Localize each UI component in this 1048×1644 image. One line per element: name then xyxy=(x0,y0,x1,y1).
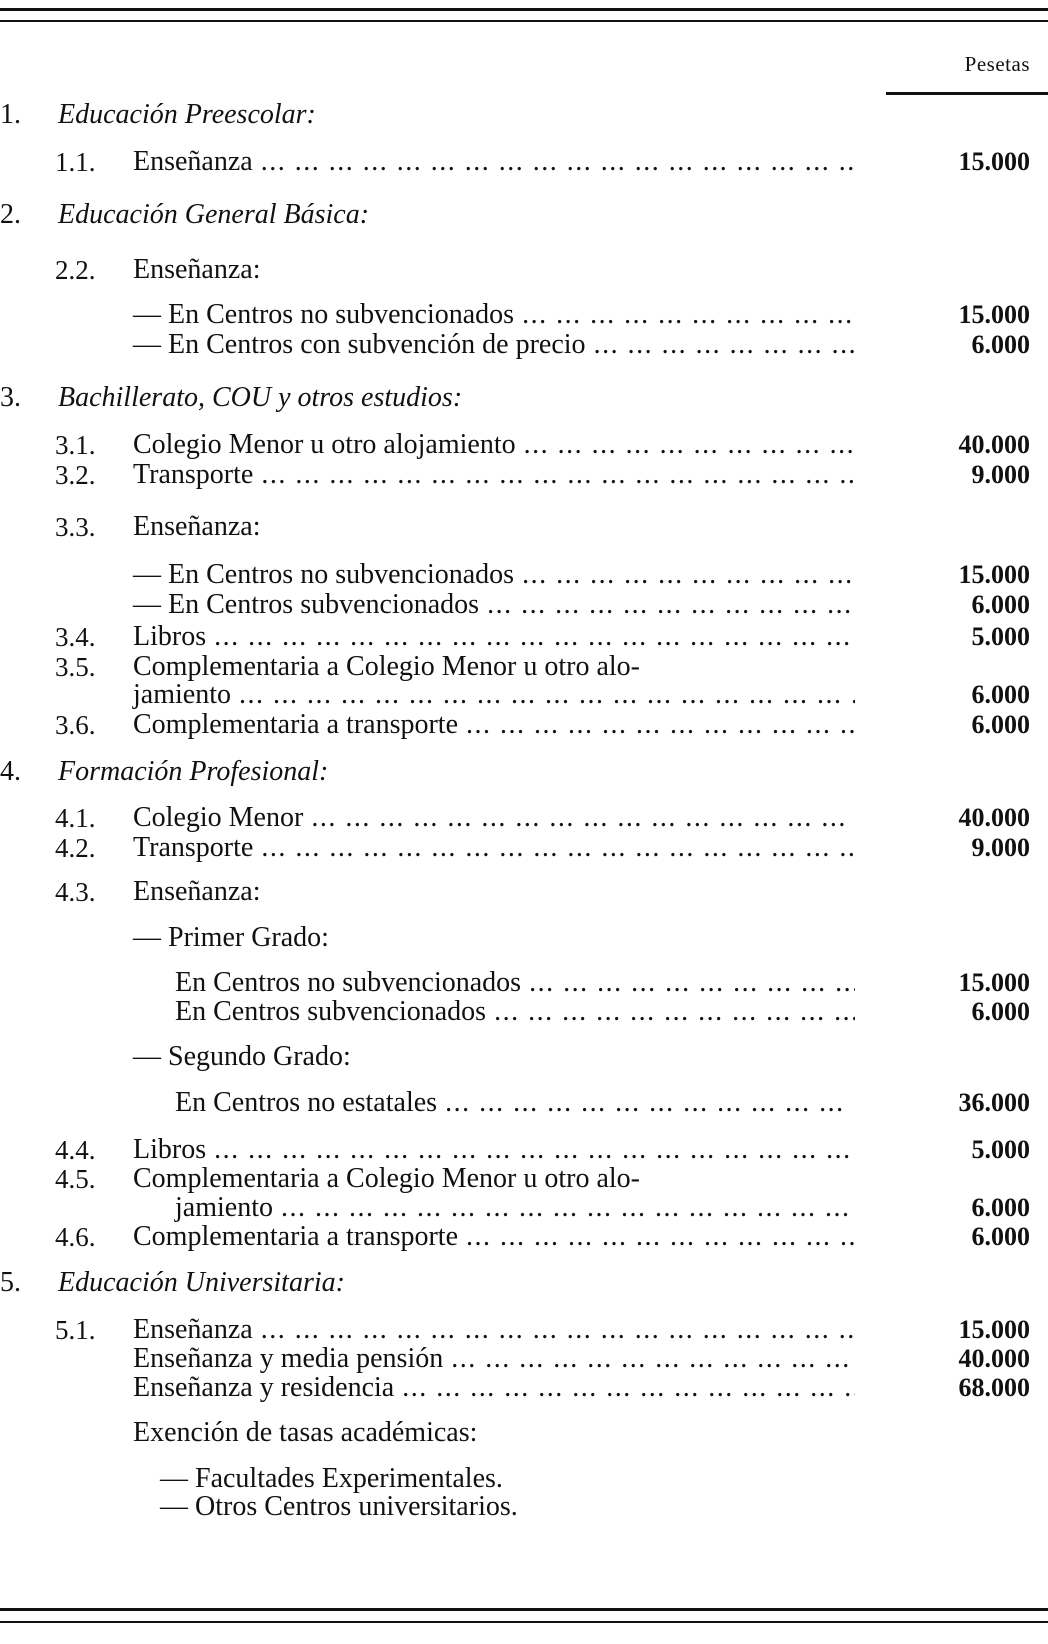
row-number: 4.2. xyxy=(55,833,96,863)
row-amount: 6.000 xyxy=(971,997,1030,1026)
section-title: Educación General Básica: xyxy=(58,199,370,230)
row-number: 1.1. xyxy=(55,147,96,177)
table-row xyxy=(0,430,1048,460)
row-number: 4.4. xyxy=(55,1135,96,1165)
row-label: Enseñanza y residencia ... . xyxy=(133,1373,855,1403)
table-row xyxy=(0,833,1048,863)
row-number: 2.2. xyxy=(55,255,96,285)
section-number: 3. xyxy=(0,382,21,413)
row-label: Enseñanza ... . xyxy=(133,147,855,177)
row-number: 3.4. xyxy=(55,622,96,652)
table-row-continuation xyxy=(0,680,1048,710)
row-label: — Primer Grado: xyxy=(133,922,329,953)
table-row-continuation xyxy=(0,1193,1048,1223)
row-label: Complementaria a transporte ... . xyxy=(133,1222,855,1252)
row-label: Enseñanza: xyxy=(133,876,261,907)
section-number: 5. xyxy=(0,1267,21,1298)
row-number: 4.1. xyxy=(55,803,96,833)
row-label: Transporte ... . xyxy=(133,460,855,490)
section-title: Educación Preescolar: xyxy=(58,99,316,130)
row-amount: 40.000 xyxy=(958,803,1030,832)
bottom-rule xyxy=(0,1608,1048,1611)
row-amount: 40.000 xyxy=(958,430,1030,459)
row-label: Complementaria a Colegio Menor u otro alo- xyxy=(133,1163,640,1194)
table-row xyxy=(0,460,1048,490)
row-number: 3.2. xyxy=(55,460,96,490)
row-number: 4.6. xyxy=(55,1222,96,1252)
row-label: — Segundo Grado: xyxy=(133,1041,351,1072)
row-amount: 9.000 xyxy=(971,460,1030,489)
section-number: 1. xyxy=(0,99,21,130)
row-amount: 15.000 xyxy=(958,300,1030,329)
row-label: Enseñanza y media pensión ... . xyxy=(133,1344,855,1374)
row-label: — Facultades Experimentales. xyxy=(160,1463,503,1494)
section-title: Educación Universitaria: xyxy=(58,1267,345,1298)
row-label: Exención de tasas académicas: xyxy=(133,1417,478,1448)
row-label: En Centros no estatales ... . xyxy=(175,1088,855,1118)
row-label: — En Centros con subvención de precio ... . xyxy=(133,330,855,360)
table-row xyxy=(0,1164,1048,1194)
row-label: — En Centros subvencionados ... . xyxy=(133,590,855,620)
row-amount: 6.000 xyxy=(971,710,1030,739)
top-rule-thin xyxy=(0,20,1048,22)
row-number: 4.5. xyxy=(55,1164,96,1194)
row-label: Complementaria a transporte ... . xyxy=(133,710,855,740)
row-amount: 9.000 xyxy=(971,833,1030,862)
row-label: Enseñanza: xyxy=(133,511,261,542)
table-row xyxy=(0,300,1048,330)
row-amount: 5.000 xyxy=(971,622,1030,651)
row-label: Transporte ... . xyxy=(133,833,855,863)
section-title: Formación Profesional: xyxy=(58,756,329,787)
table-row xyxy=(0,710,1048,740)
row-label: Colegio Menor u otro alojamiento ... . xyxy=(133,430,855,460)
table-row xyxy=(0,997,1048,1027)
row-number: 3.5. xyxy=(55,652,96,682)
bottom-rule-thin xyxy=(0,1621,1048,1623)
row-label: — En Centros no subvencionados ... . xyxy=(133,560,855,590)
row-label: En Centros no subvencionados ... . xyxy=(175,968,855,998)
row-amount: 6.000 xyxy=(971,590,1030,619)
row-label: — En Centros no subvencionados ... . xyxy=(133,300,855,330)
section-number: 4. xyxy=(0,756,21,787)
row-label: jamiento ... . xyxy=(133,680,855,710)
table-row xyxy=(0,330,1048,360)
row-amount: 15.000 xyxy=(958,560,1030,589)
row-label: Enseñanza ... . xyxy=(133,1315,855,1345)
row-amount: 36.000 xyxy=(958,1088,1030,1117)
row-label: En Centros subvencionados ... . xyxy=(175,997,855,1027)
table-row xyxy=(0,147,1048,177)
row-label: Libros ... . xyxy=(133,622,855,652)
row-amount: 40.000 xyxy=(958,1344,1030,1373)
table-row xyxy=(0,1088,1048,1118)
row-amount: 6.000 xyxy=(971,1193,1030,1222)
table-row xyxy=(0,1222,1048,1252)
table-row xyxy=(0,590,1048,620)
table-row xyxy=(0,1315,1048,1345)
table-row xyxy=(0,622,1048,652)
table-row xyxy=(0,1135,1048,1165)
row-amount: 15.000 xyxy=(958,968,1030,997)
row-label: jamiento ... . xyxy=(175,1193,855,1223)
row-number: 4.3. xyxy=(55,877,96,907)
row-number: 5.1. xyxy=(55,1315,96,1345)
section-title: Bachillerato, COU y otros estudios: xyxy=(58,382,463,413)
column-header: Pesetas xyxy=(964,52,1030,76)
row-amount: 6.000 xyxy=(971,330,1030,359)
table-row xyxy=(0,968,1048,998)
column-header-rule xyxy=(886,92,1048,95)
row-label: — Otros Centros universitarios. xyxy=(160,1491,518,1522)
row-amount: 5.000 xyxy=(971,1135,1030,1164)
row-label: Enseñanza: xyxy=(133,254,261,285)
row-number: 3.6. xyxy=(55,710,96,740)
row-number: 3.3. xyxy=(55,512,96,542)
table-row xyxy=(0,560,1048,590)
row-number: 3.1. xyxy=(55,430,96,460)
table-row xyxy=(0,1344,1048,1374)
table-row xyxy=(0,1373,1048,1403)
table-row xyxy=(0,803,1048,833)
row-amount: 6.000 xyxy=(971,1222,1030,1251)
top-rule xyxy=(0,8,1048,11)
section-number: 2. xyxy=(0,199,21,230)
table-row xyxy=(0,652,1048,682)
row-amount: 15.000 xyxy=(958,1315,1030,1344)
row-label: Libros ... . xyxy=(133,1135,855,1165)
row-amount: 15.000 xyxy=(958,147,1030,176)
row-amount: 6.000 xyxy=(971,680,1030,709)
row-label: Colegio Menor ... . xyxy=(133,803,855,833)
row-amount: 68.000 xyxy=(958,1373,1030,1402)
row-label: Complementaria a Colegio Menor u otro alo- xyxy=(133,651,640,682)
